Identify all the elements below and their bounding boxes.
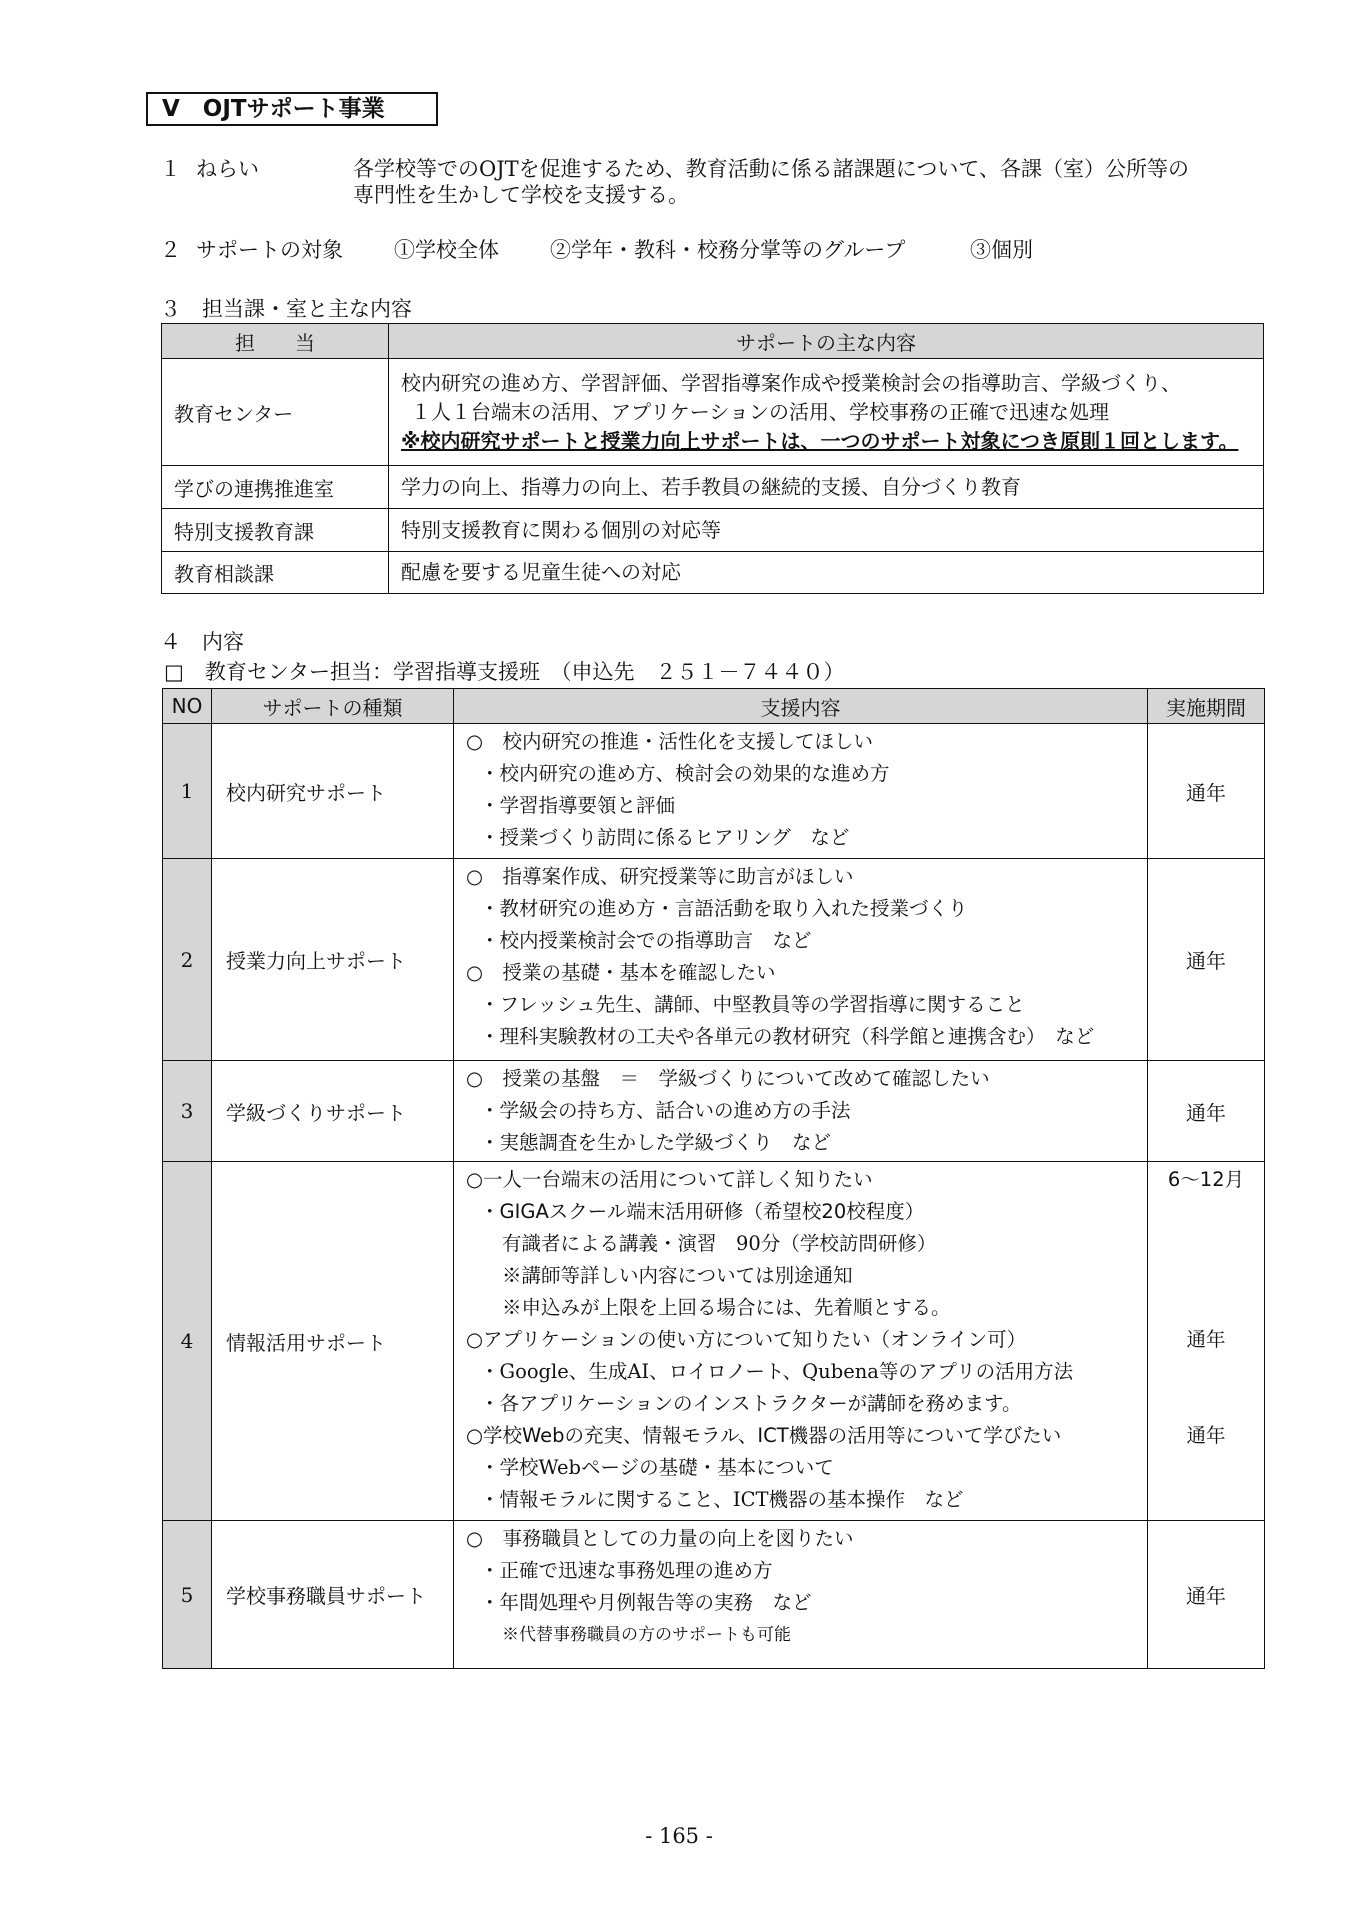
support-heading: ○アプリケーションの使い方について知りたい（オンライン可） [466,1328,1027,1351]
dept-name: 教育センター [162,359,389,466]
table-header-row [163,689,1265,724]
content-note: ※校内研究サポートと授業力向上サポートは、一つのサポート対象につき原則１回とします。 [401,428,1239,453]
column-header-charge: 担 当 [162,324,389,359]
support-bullet: ・GIGAスクール端末活用研修（希望校20校程度） [480,1200,925,1223]
support-bullet: ・フレッシュ先生、講師、中堅教員等の学習指導に関すること [480,993,1025,1016]
support-bullet: ・実態調査を生かした学級づくり など [480,1131,832,1154]
support-bullet: ・年間処理や月例報告等の実務 など [480,1591,812,1614]
period: 通年 [1148,1061,1265,1162]
column-header-type: サポートの種類 [212,689,454,724]
support-type: 授業力向上サポート [212,859,454,1061]
period: 通年 [1148,724,1265,859]
table-row [163,1162,1265,1521]
support-bullet: ・正確で迅速な事務処理の進め方 [480,1559,773,1582]
support-content [454,1521,1148,1669]
table-row [162,466,1264,509]
dept-content: 学力の向上、指導力の向上、若手教員の継続的支援、自分づくり教育 [389,466,1264,509]
content-line: １人１台端末の活用、アプリケーションの活用、学校事務の正確で迅速な処理 [411,399,1109,424]
support-heading: ○ 授業の基礎・基本を確認したい [466,961,776,984]
table-row [163,724,1265,859]
support-content [454,1061,1148,1162]
s1-text-line-1: 各学校等でのOJTを促進するため、教育活動に係る諸課題について、各課（室）公所等の [353,157,1189,181]
row-number: 3 [163,1061,212,1162]
dept-content: 特別支援教育に関わる個別の対応等 [389,509,1264,552]
support-type: 校内研究サポート [212,724,454,859]
column-header-main-content: サポートの主な内容 [389,324,1264,359]
period: 通年 [1148,859,1265,1061]
support-heading: ○ 指導案作成、研究授業等に助言がほしい [466,865,854,888]
dept-content [389,359,1264,466]
support-heading: ○ 授業の基盤 ＝ 学級づくりについて改めて確認したい [466,1067,990,1090]
s2-target-1: ①学校全体 [394,238,499,262]
dept-name: 教育相談課 [162,552,389,594]
period: 通年 [1186,1424,1226,1447]
s4-sub-heading: □ 教育センター担当：学習指導支援班 （申込先 ２５１－７４４０） [164,660,845,684]
support-heading: ○ 校内研究の推進・活性化を支援してほしい [466,730,874,753]
support-bullet: ・理科実験教材の工夫や各単元の教材研究（科学館と連携含む） など [480,1025,1095,1048]
period: 通年 [1186,1328,1226,1351]
s4-heading: ４ 内容 [160,630,244,654]
column-header-support: 支援内容 [454,689,1148,724]
s1-number: １ [160,157,181,181]
dept-content: 配慮を要する児童生徒への対応 [389,552,1264,594]
support-bullet: ・校内研究の進め方、検討会の効果的な進め方 [480,762,890,785]
row-number: 1 [163,724,212,859]
column-header-period: 実施期間 [1148,689,1265,724]
s1-label: ねらい [196,157,259,181]
support-bullet: ・学校Webページの基礎・基本について [480,1456,834,1479]
support-content [454,724,1148,859]
support-heading: ○一人一台端末の活用について詳しく知りたい [466,1168,873,1191]
support-type: 学級づくりサポート [212,1061,454,1162]
column-header-no: NO [163,689,212,724]
section-title: Ⅴ OJTサポート事業 [146,92,438,126]
support-bullet: ・各アプリケーションのインストラクターが講師を務めます。 [480,1392,1022,1415]
support-bullet: ・学習指導要領と評価 [480,794,676,817]
s1-text-line-2: 専門性を生かして学校を支援する。 [353,183,689,207]
table-row [163,1521,1265,1669]
period-cell [1148,1162,1265,1521]
support-type: 学校事務職員サポート [212,1521,454,1669]
support-content [454,1162,1148,1521]
support-bullet: ・授業づくり訪問に係るヒアリング など [480,826,850,849]
support-heading: ○学校Webの充実、情報モラル、ICT機器の活用等について学びたい [466,1424,1062,1447]
support-bullet: ・校内授業検討会での指導助言 など [480,929,812,952]
support-detail: ※申込みが上限を上回る場合には、先着順とする。 [502,1296,951,1319]
row-number: 2 [163,859,212,1061]
support-bullet: ・教材研究の進め方・言語活動を取り入れた授業づくり [480,897,968,920]
s2-target-2: ②学年・教科・校務分掌等のグループ [550,238,906,262]
support-content [454,859,1148,1061]
support-table [162,688,1265,1669]
support-bullet: ・学級会の持ち方、話合いの進め方の手法 [480,1099,851,1122]
table-row [162,359,1264,466]
s3-heading: ３ 担当課・室と主な内容 [160,297,412,321]
support-detail: ※講師等詳しい内容については別途通知 [502,1264,853,1287]
row-number: 5 [163,1521,212,1669]
support-type: 情報活用サポート [212,1162,454,1521]
responsibility-table [161,323,1264,594]
support-heading: ○ 事務職員としての力量の向上を図りたい [466,1527,854,1550]
support-bullet: ・情報モラルに関すること、ICT機器の基本操作 など [480,1488,964,1511]
table-row [162,552,1264,594]
support-detail: 有識者による講義・演習 90分（学校訪問研修） [502,1232,937,1255]
dept-name: 特別支援教育課 [162,509,389,552]
support-bullet: ・Google、生成AI、ロイロノート、Qubena等のアプリの活用方法 [480,1360,1074,1383]
s2-label: サポートの対象 [196,238,343,262]
s2-target-3: ③個別 [970,238,1033,262]
row-number: 4 [163,1162,212,1521]
table-header-row [162,324,1264,359]
table-row [162,509,1264,552]
support-note: ※代替事務職員の方のサポートも可能 [502,1625,791,1645]
dept-name: 学びの連携推進室 [162,466,389,509]
period: 6～12月 [1167,1168,1245,1191]
s2-number: ２ [160,238,181,262]
page-number: - 165 - [645,1824,713,1848]
period: 通年 [1148,1521,1265,1669]
content-line: 校内研究の進め方、学習評価、学習指導案作成や授業検討会の指導助言、学級づくり、 [401,370,1181,395]
table-row [163,859,1265,1061]
table-row [163,1061,1265,1162]
